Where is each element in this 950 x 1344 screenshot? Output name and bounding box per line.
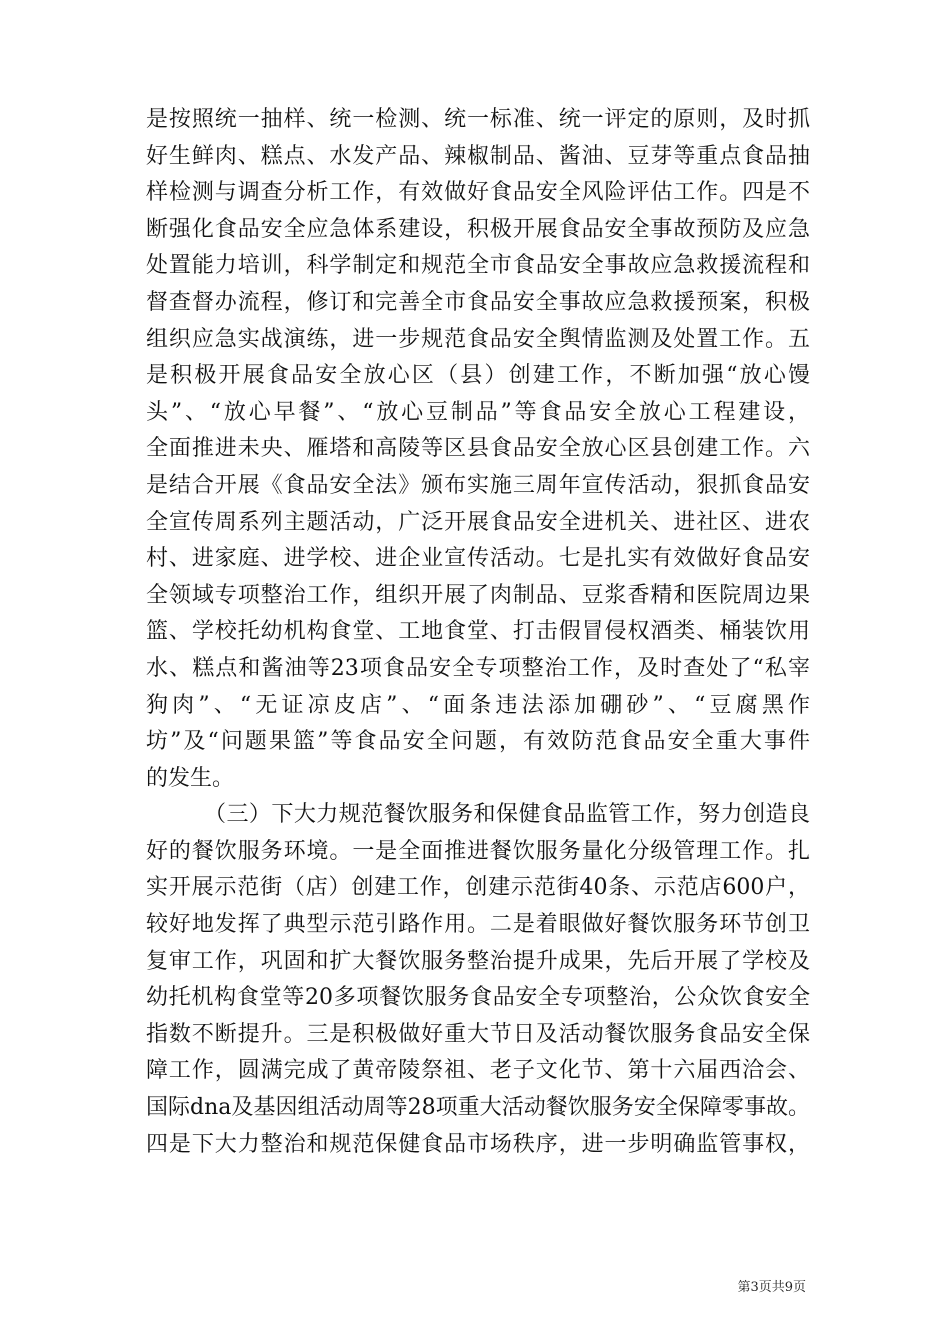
- text-line: 是积极开展食品安全放心区（县）创建工作，不断加强“放心馒: [146, 363, 810, 389]
- text-line: 国际dna及基因组活动周等28项重大活动餐饮服务安全保障零事故。: [146, 1095, 810, 1121]
- text-line: 幼托机构食堂等20多项餐饮服务食品安全专项整治，公众饮食安全: [146, 985, 810, 1011]
- page-number: 第3页共9页: [737, 1280, 806, 1295]
- document-body: [146, 102, 810, 1163]
- text-line: 头”、“放心早餐”、“放心豆制品”等食品安全放心工程建设，: [146, 399, 810, 425]
- text-line: 狗肉”、“无证凉皮店”、“面条违法添加硼砂”、“豆腐黑作: [146, 692, 810, 718]
- text-line: 督查督办流程，修订和完善全市食品安全事故应急救援预案，积极: [146, 289, 810, 315]
- text-line: 的发生。: [146, 765, 235, 791]
- text-line: 断强化食品安全应急体系建设，积极开展食品安全事故预防及应急: [146, 216, 810, 242]
- text-line: 好的餐饮服务环境。一是全面推进餐饮服务量化分级管理工作。扎: [146, 838, 810, 864]
- text-line: 全宣传周系列主题活动，广泛开展食品安全进机关、进社区、进农: [146, 509, 810, 535]
- text-line: 村、进家庭、进学校、进企业宣传活动。七是扎实有效做好食品安: [146, 546, 810, 572]
- text-line: 水、糕点和酱油等23项食品安全专项整治工作，及时查处了“私宰: [146, 655, 810, 681]
- text-line: 是按照统一抽样、统一检测、统一标准、统一评定的原则，及时抓: [146, 107, 810, 132]
- text-line: 处置能力培训，科学制定和规范全市食品安全事故应急救援流程和: [146, 253, 810, 279]
- text-line: 较好地发挥了典型示范引路作用。二是着眼做好餐饮服务环节创卫: [146, 912, 810, 938]
- paragraph-1: [146, 102, 810, 797]
- text-line: 障工作，圆满完成了黄帝陵祭祖、老子文化节、第十六届西洽会、: [146, 1058, 810, 1084]
- text-line: 好生鲜肉、糕点、水发产品、辣椒制品、酱油、豆芽等重点食品抽: [146, 143, 810, 169]
- text-line: 组织应急实战演练，进一步规范食品安全舆情监测及处置工作。五: [146, 326, 810, 352]
- text-line: 全领域专项整治工作，组织开展了肉制品、豆浆香精和医院周边果: [146, 582, 810, 608]
- paragraph-2: [146, 797, 810, 1163]
- text-line: 指数不断提升。三是积极做好重大节日及活动餐饮服务食品安全保: [146, 1021, 810, 1047]
- text-line: 复审工作，巩固和扩大餐饮服务整治提升成果，先后开展了学校及: [146, 948, 810, 974]
- text-line: 样检测与调查分析工作，有效做好食品安全风险评估工作。四是不: [146, 180, 810, 206]
- section-heading-line: （三）下大力规范餐饮服务和保健食品监管工作，努力创造良: [204, 802, 810, 828]
- text-line: 四是下大力整治和规范保健食品市场秩序，进一步明确监管事权，: [146, 1131, 810, 1157]
- text-line: 是结合开展《食品安全法》颁布实施三周年宣传活动，狠抓食品安: [146, 472, 810, 498]
- text-line: 篮、学校托幼机构食堂、工地食堂、打击假冒侵权酒类、桶装饮用: [146, 619, 810, 645]
- text-line: 全面推进未央、雁塔和高陵等区县食品安全放心区县创建工作。六: [146, 436, 810, 462]
- text-line: 坊”及“问题果篮”等食品安全问题，有效防范食品安全重大事件: [146, 729, 810, 755]
- text-line: 实开展示范街（店）创建工作，创建示范街40条、示范店600户，: [146, 875, 810, 901]
